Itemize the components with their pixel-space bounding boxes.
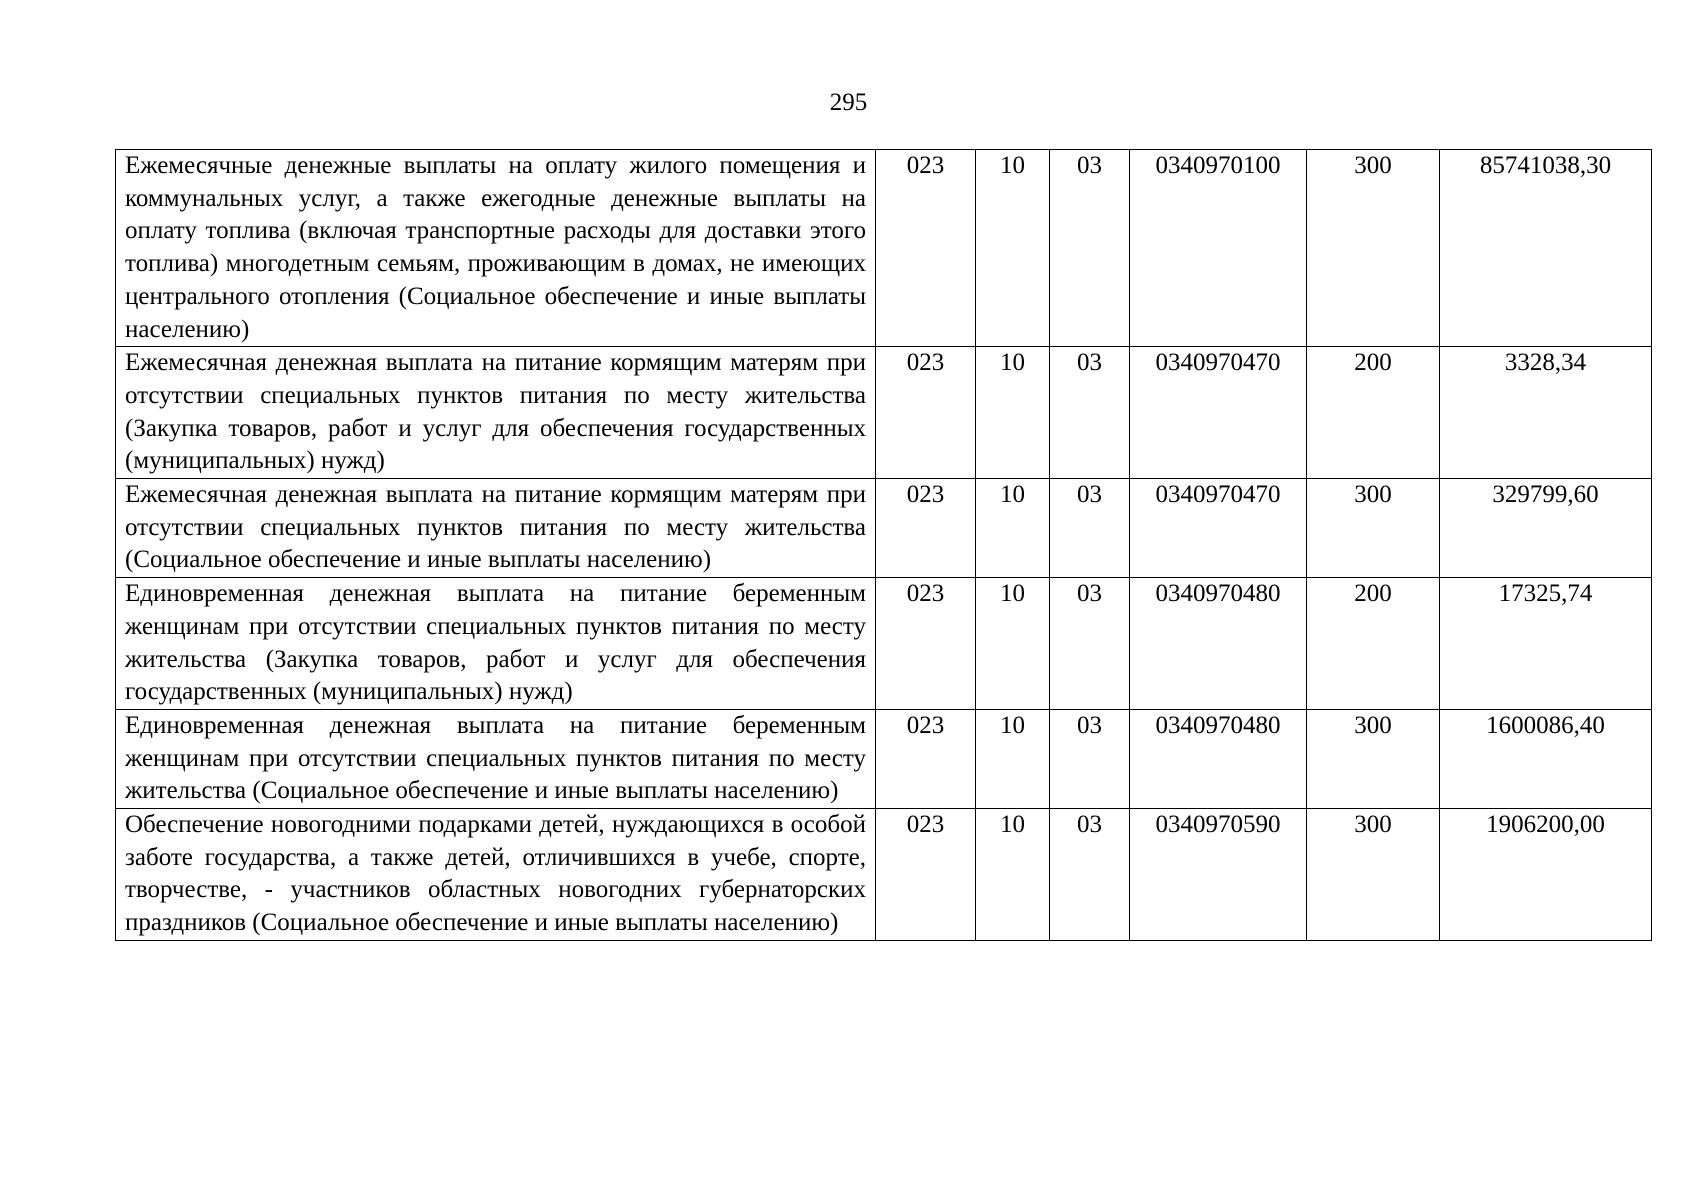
amount: 17325,74 <box>1440 578 1652 710</box>
amount: 1906200,00 <box>1440 809 1652 941</box>
ministry-code: 023 <box>876 150 976 347</box>
amount: 85741038,30 <box>1440 150 1652 347</box>
target-article-code: 0340970480 <box>1130 709 1307 808</box>
amount: 3328,34 <box>1440 347 1652 479</box>
subsection-code: 03 <box>1050 709 1130 808</box>
ministry-code: 023 <box>876 809 976 941</box>
target-article-code: 0340970480 <box>1130 578 1307 710</box>
ministry-code: 023 <box>876 578 976 710</box>
amount: 1600086,40 <box>1440 709 1652 808</box>
target-article-code: 0340970470 <box>1130 347 1307 479</box>
section-code: 10 <box>976 709 1050 808</box>
expense-type-code: 200 <box>1307 578 1440 710</box>
budget-table <box>115 149 1652 941</box>
page-number: 295 <box>829 89 868 116</box>
target-article-code: 0340970470 <box>1130 479 1307 578</box>
table-row <box>116 578 1652 710</box>
subsection-code: 03 <box>1050 809 1130 941</box>
table-row <box>116 809 1652 941</box>
subsection-code: 03 <box>1050 150 1130 347</box>
table-row <box>116 709 1652 808</box>
row-description: Ежемесячная денежная выплата на питание кормящим матерям при отсутствии специальных пунктов питания по месту жительства (Закупка товаров, работ и услуг для обеспечения государственных (муниципальных) нужд) <box>116 347 876 479</box>
section-code: 10 <box>976 150 1050 347</box>
subsection-code: 03 <box>1050 479 1130 578</box>
section-code: 10 <box>976 347 1050 479</box>
target-article-code: 0340970100 <box>1130 150 1307 347</box>
table-row <box>116 347 1652 479</box>
ministry-code: 023 <box>876 347 976 479</box>
subsection-code: 03 <box>1050 347 1130 479</box>
expense-type-code: 200 <box>1307 347 1440 479</box>
section-code: 10 <box>976 809 1050 941</box>
expense-type-code: 300 <box>1307 479 1440 578</box>
row-description: Ежемесячная денежная выплата на питание кормящим матерям при отсутствии специальных пунктов питания по месту жительства (Социальное обеспечение и иные выплаты населению) <box>116 479 876 578</box>
section-code: 10 <box>976 479 1050 578</box>
target-article-code: 0340970590 <box>1130 809 1307 941</box>
row-description: Единовременная денежная выплата на питание беременным женщинам при отсутствии специальных пунктов питания по месту жительства (Закупка товаров, работ и услуг для обеспечения государственных (муниципальных) нужд) <box>116 578 876 710</box>
amount: 329799,60 <box>1440 479 1652 578</box>
ministry-code: 023 <box>876 709 976 808</box>
row-description: Единовременная денежная выплата на питание беременным женщинам при отсутствии специальных пунктов питания по месту жительства (Социальное обеспечение и иные выплаты населению) <box>116 709 876 808</box>
table-row <box>116 479 1652 578</box>
subsection-code: 03 <box>1050 578 1130 710</box>
row-description: Ежемесячные денежные выплаты на оплату жилого помещения и коммунальных услуг, а также ежегодные денежные выплаты на оплату топлива (включая транспортные расходы для доставки этого топлива) многодетным семьям, проживающим в домах, не имеющих центрального отопления (Социальное обеспечение и иные выплаты населению) <box>116 150 876 347</box>
expense-type-code: 300 <box>1307 150 1440 347</box>
expense-type-code: 300 <box>1307 809 1440 941</box>
section-code: 10 <box>976 578 1050 710</box>
expense-type-code: 300 <box>1307 709 1440 808</box>
row-description: Обеспечение новогодними подарками детей, нуждающихся в особой заботе государства, а также детей, отличившихся в учебе, спорте, творчестве, - участников областных новогодних губернаторских праздников (Социальное обеспечение и иные выплаты населению) <box>116 809 876 941</box>
table-row <box>116 150 1652 347</box>
ministry-code: 023 <box>876 479 976 578</box>
